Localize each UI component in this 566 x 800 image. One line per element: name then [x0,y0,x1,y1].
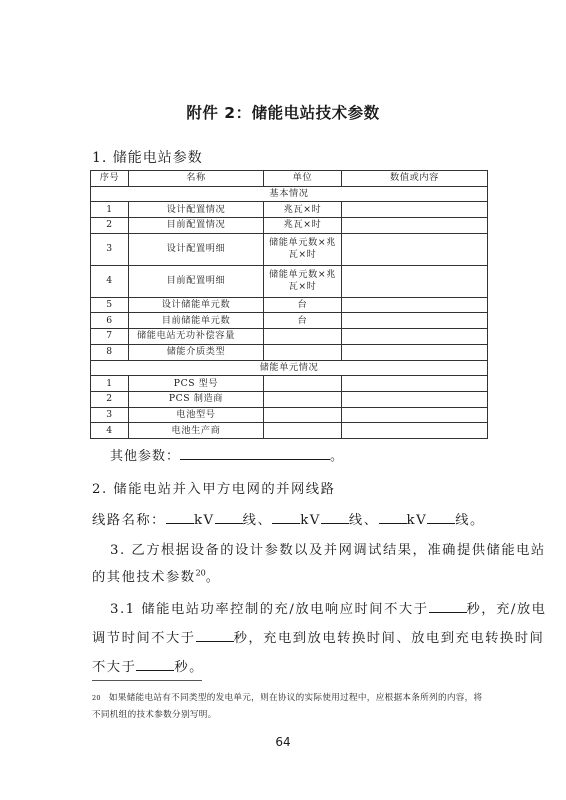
row-value-cell[interactable] [342,265,488,297]
row-name: 目前配置明细 [129,265,264,297]
row-unit [264,391,342,407]
kv-unit: kV [193,513,215,528]
line-suffix: 线 [242,513,258,528]
row-name: 电池生产商 [129,423,264,439]
row-name: 设计配置明细 [129,233,264,265]
row-unit [264,344,342,360]
row-value-cell[interactable] [342,423,488,439]
section-3-1-line-3 [92,656,204,675]
row-unit [264,423,342,439]
row-value-cell[interactable] [342,376,488,392]
footnote-ref[interactable]: 20 [195,568,206,578]
row-unit [264,329,342,345]
table-row [91,202,488,218]
section-3-1-text-f: 秒。 [174,660,204,675]
line-end: 。 [469,513,485,528]
page-number: 64 [275,735,291,749]
other-params-blank[interactable] [180,445,330,460]
row-unit: 储能单元数×兆瓦×时 [264,233,342,265]
section-3-1-text-b: 秒，充/放电 [466,602,547,617]
section-3-line-1: 3. 乙方根据设备的设计参数以及并网调试结果，准确提供储能电站 [110,543,546,558]
header-no: 序号 [91,171,129,187]
table-row [91,233,488,265]
row-unit: 兆瓦×时 [264,218,342,234]
line-blank[interactable] [166,509,194,524]
footnote [92,690,512,724]
row-name: 设计配置情况 [129,202,264,218]
row-name: 储能电站无功补偿容量 [129,329,264,345]
row-no: 2 [91,218,129,234]
section-2-heading: 2. 储能电站并入甲方电网的并网线路 [92,482,336,497]
row-no: 8 [91,344,129,360]
row-no: 6 [91,313,129,329]
table-row [91,329,488,345]
row-value-cell[interactable] [342,344,488,360]
line-blank[interactable] [427,509,455,524]
page-title: 附件 2：储能电站技术参数 [186,104,380,122]
row-unit: 储能单元数×兆瓦×时 [264,265,342,297]
row-name: 电池型号 [129,407,264,423]
row-no: 3 [91,233,129,265]
row-name: PCS 制造商 [129,391,264,407]
row-name: 目前配置情况 [129,218,264,234]
table-row [91,297,488,313]
line-names-label: 线路名称： [92,513,166,528]
separator: 、 [363,513,379,528]
row-value-cell[interactable] [342,329,488,345]
table-header-row [91,171,488,187]
kv-unit: kV [406,513,428,528]
table-row [91,407,488,423]
group-label: 基本情况 [91,186,488,202]
table-row [91,423,488,439]
section-3-1-text-e: 不大于 [92,660,137,675]
footnote-mark: 20 [92,694,101,702]
line-blank[interactable] [272,509,300,524]
row-name: 设计储能单元数 [129,297,264,313]
response-time-blank[interactable] [429,598,467,613]
row-no: 4 [91,423,129,439]
row-no: 5 [91,297,129,313]
row-no: 2 [91,391,129,407]
table-row [91,218,488,234]
row-name: 目前储能单元数 [129,313,264,329]
parameters-table [90,170,488,439]
section-3-1-line-1 [110,598,546,617]
footnote-divider [92,680,202,681]
row-unit: 兆瓦×时 [264,202,342,218]
header-unit: 单位 [264,171,342,187]
section-3-1-text-a: 3.1 储能电站功率控制的充/放电响应时间不大于 [110,602,429,617]
group-row-storage-unit [91,360,488,376]
section-3-text: 的其他技术参数 [92,570,196,585]
row-value-cell[interactable] [342,233,488,265]
row-unit: 台 [264,297,342,313]
section-1-heading: 1. 储能电站参数 [92,150,203,166]
row-unit [264,376,342,392]
other-params-end: 。 [330,449,345,464]
row-no: 4 [91,265,129,297]
other-params-line [110,445,344,464]
line-suffix: 线 [348,513,364,528]
row-value-cell[interactable] [342,391,488,407]
row-unit: 台 [264,313,342,329]
line-blank[interactable] [379,509,407,524]
table-row [91,376,488,392]
switch-time-blank[interactable] [136,656,174,671]
row-value-cell[interactable] [342,218,488,234]
footnote-text-1: 如果储能电站有不同类型的发电单元，则在协议的实际使用过程中，应根据本条所列的内容，将 [108,693,483,703]
group-label: 储能单元情况 [91,360,488,376]
line-names-row [92,509,485,528]
row-value-cell[interactable] [342,313,488,329]
kv-unit: kV [300,513,321,528]
table-row [91,391,488,407]
section-3-end: 。 [205,570,221,585]
separator: 、 [257,513,273,528]
header-name: 名称 [129,171,264,187]
row-no: 3 [91,407,129,423]
table-row [91,265,488,297]
section-3-line-2 [92,566,221,585]
row-no: 7 [91,329,129,345]
footnote-line-2: 不同机组的技术参数分别写明。 [92,710,217,720]
other-params-label: 其他参数： [110,449,181,464]
line-blank[interactable] [321,509,349,524]
row-no: 1 [91,202,129,218]
section-3-1-line-2 [92,627,544,646]
row-unit [264,407,342,423]
table-row [91,344,488,360]
row-name: PCS 型号 [129,376,264,392]
row-no: 1 [91,376,129,392]
row-value-cell[interactable] [342,297,488,313]
table-row [91,313,488,329]
group-row-basic [91,186,488,202]
row-value-cell[interactable] [342,407,488,423]
header-value: 数值或内容 [342,171,488,187]
row-value-cell[interactable] [342,202,488,218]
row-name: 储能介质类型 [129,344,264,360]
footnote-line-1 [92,690,512,707]
adjust-time-blank[interactable] [196,627,234,642]
section-3-1-text-c: 调节时间不大于 [92,631,196,646]
line-suffix: 线 [455,513,470,528]
section-3-1-text-d: 秒，充电到放电转换时间、放电到充电转换时间 [233,631,545,646]
line-blank[interactable] [215,509,243,524]
